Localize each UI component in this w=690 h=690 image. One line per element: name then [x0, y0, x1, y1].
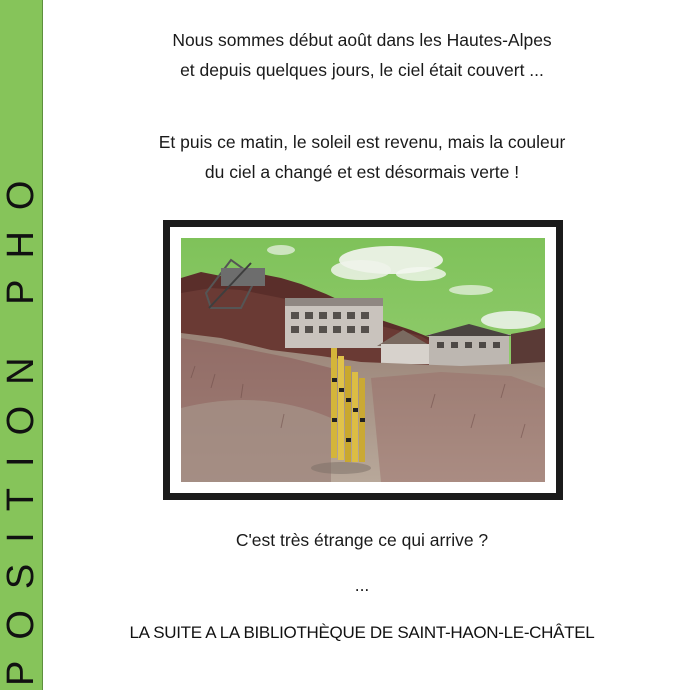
green-sky-mountain-photo [181, 238, 545, 482]
footer-library-note: LA SUITE A LA BIBLIOTHÈQUE DE SAINT-HAON-LE-CHÂTEL [129, 623, 595, 642]
ellipsis-line: ... [354, 575, 370, 595]
question-line: C'est très étrange ce qui arrive ? [235, 530, 489, 550]
intro-line-2: et depuis quelques jours, le ciel était couvert ... [180, 60, 544, 80]
photo-frame [163, 220, 563, 500]
story-line-2: du ciel a changé et est désormais verte ! [204, 162, 520, 182]
photo-mat [170, 227, 556, 493]
story-line-1: Et puis ce matin, le soleil est revenu, mais la couleur [158, 132, 566, 152]
green-sidebar-band [0, 0, 43, 690]
sidebar-title-text: POSITION PHO [0, 159, 42, 686]
story-paragraph [52, 127, 672, 187]
sidebar-vertical-title [0, 159, 43, 686]
intro-line-1: Nous sommes début août dans les Hautes-Alpes [172, 30, 552, 50]
intro-paragraph [52, 25, 672, 85]
